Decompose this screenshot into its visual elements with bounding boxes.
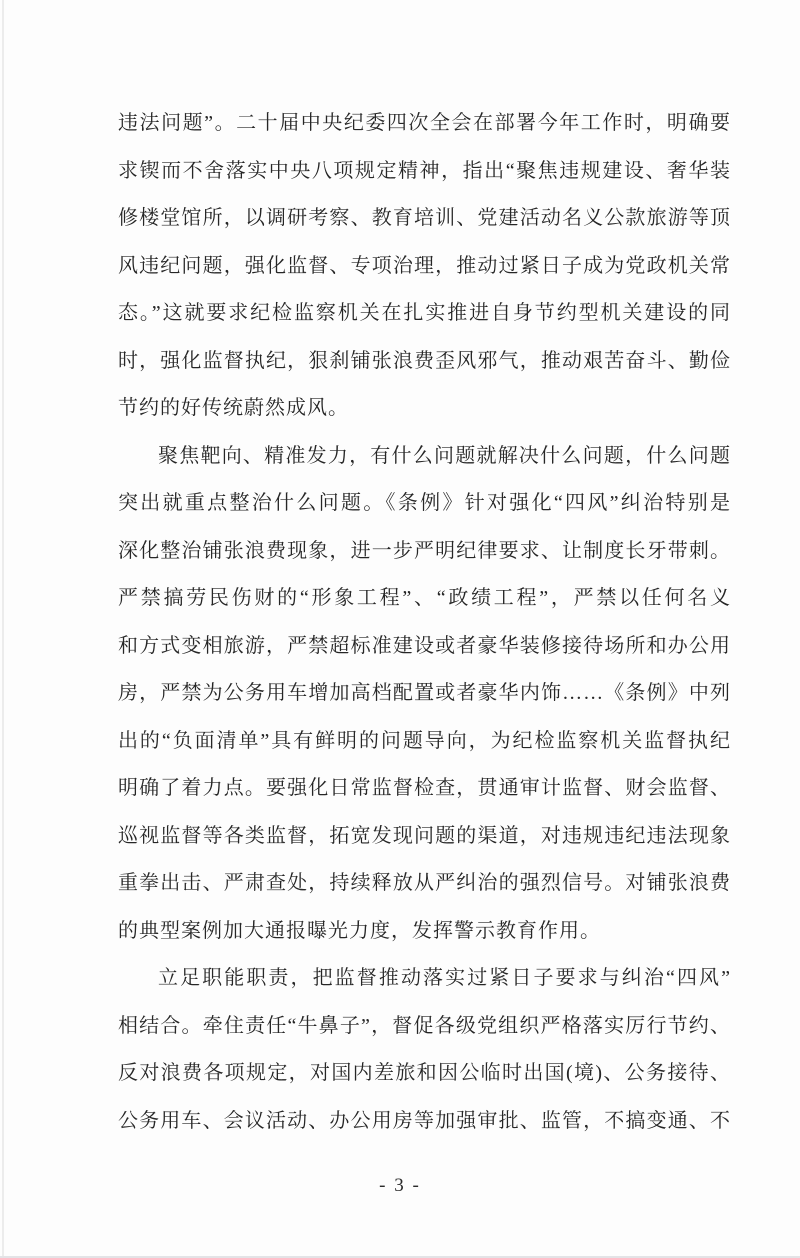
- text-line: 出的“负面清单”具有鲜明的问题导向，为纪检监察机关监督执纪: [118, 729, 731, 752]
- text-line: 突出就重点整治什么问题。《条例》针对强化“四风”纠治特别是: [118, 492, 731, 514]
- text-line: 态。”这就要求纪检监察机关在扎实推进自身节约型机关建设的同: [118, 302, 731, 324]
- text-line: 修楼堂馆所，以调研考察、教育培训、党建活动名义公款旅游等顶: [118, 207, 731, 229]
- text-line: 重拳出击、严肃查处，持续释放从严纠治的强烈信号。对铺张浪费: [118, 872, 731, 894]
- text-line: 反对浪费各项规定，对国内差旅和因公临时出国(境)、公务接待、: [118, 1062, 731, 1084]
- text-line: 违法问题”。二十届中央纪委四次全会在部署今年工作时，明确要: [118, 112, 731, 134]
- text-line: 严禁搞劳民伤财的“形象工程”、“政绩工程”，严禁以任何名义: [118, 587, 731, 609]
- text-line: 深化整治铺张浪费现象，进一步严明纪律要求、让制度长牙带刺。: [118, 539, 731, 562]
- text-line: 的典型案例加大通报曝光力度，发挥警示教育作用。: [118, 919, 601, 942]
- text-line: 房，严禁为公务用车增加高档配置或者豪华内饰……《条例》中列: [118, 682, 731, 704]
- text-line: 相结合。牵住责任“牛鼻子”，督促各级党组织严格落实厉行节约、: [118, 1014, 731, 1037]
- text-line: 公务用车、会议活动、办公用房等加强审批、监管，不搞变通、不: [118, 1109, 731, 1132]
- text-line: 和方式变相旅游，严禁超标准建设或者豪华装修接待场所和办公用: [118, 634, 731, 657]
- text-line: 聚焦靶向、精准发力，有什么问题就解决什么问题，什么问题: [158, 444, 731, 467]
- scan-edge-left: [2, 0, 4, 1258]
- text-line: 求锲而不舍落实中央八项规定精神，指出“聚焦违规建设、奢华装: [118, 159, 731, 182]
- document-body-text: [118, 100, 731, 1145]
- text-line: 巡视监督等各类监督，拓宽发现问题的渠道，对违规违纪违法现象: [118, 824, 731, 847]
- text-line: 明确了着力点。要强化日常监督检查，贯通审计监督、财会监督、: [118, 777, 731, 799]
- text-line: 节约的好传统蔚然成风。: [118, 397, 349, 419]
- text-line: 时，强化监督执纪，狠刹铺张浪费歪风邪气，推动艰苦奋斗、勤俭: [118, 349, 731, 372]
- text-line: 风违纪问题，强化监督、专项治理，推动过紧日子成为党政机关常: [118, 254, 731, 277]
- page-number: - 3 -: [379, 1175, 421, 1196]
- text-line: 立足职能职责，把监督推动落实过紧日子要求与纠治“四风”: [158, 967, 731, 989]
